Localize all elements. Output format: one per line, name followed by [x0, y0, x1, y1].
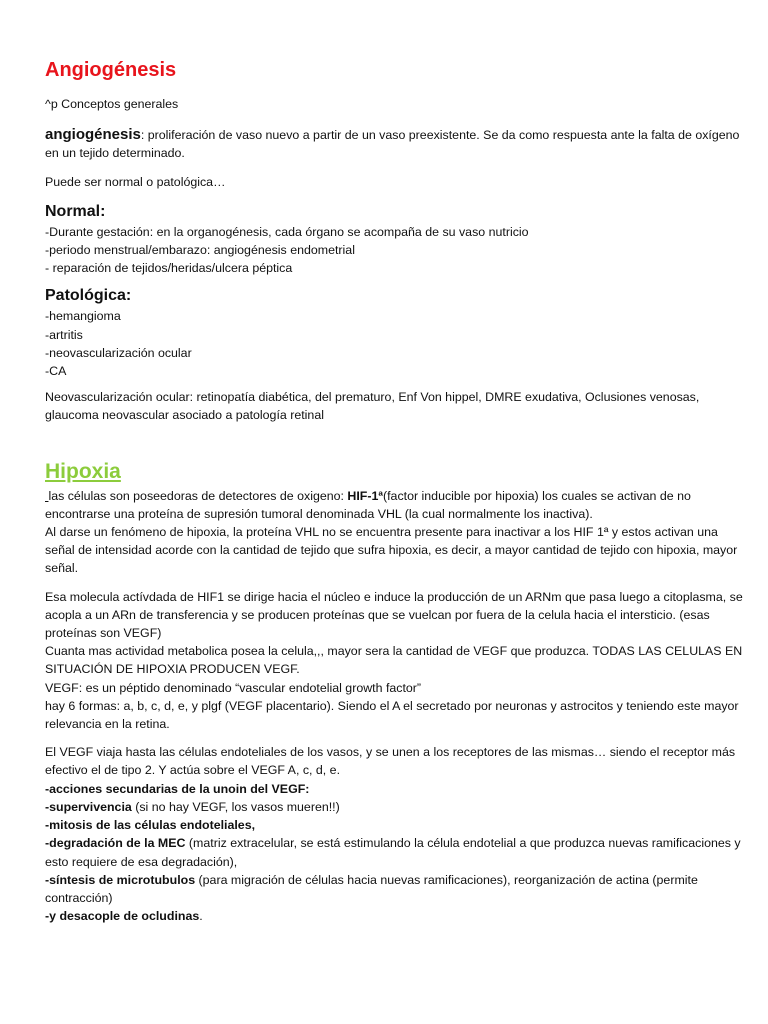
action-item [45, 834, 745, 870]
action-text: (matriz extracelular, se está estimulando la célula endotelial a que produzca nuevas ramificaciones y esto requiere de esa degradación), [45, 836, 741, 869]
hypoxia-paragraph-3: Esa molecula actívdada de HIF1 se dirige hacia el núcleo e induce la producción de un ARNm que pasa luego a citoplasma, se acopla a un ARn de transferencia y se producen proteínas que se vuelcan por fuera de la celula hacia el intersticio. (esas proteínas son VEGF) [45, 589, 743, 641]
action-item [45, 798, 745, 816]
normal-list [45, 223, 745, 278]
action-text: . [199, 909, 203, 924]
list-item: -Durante gestación: en la organogénesis, cada órgano se acompaña de su vaso nutricio [45, 224, 529, 239]
actions-heading: -acciones secundarias de la unoin del VEGF: [45, 781, 310, 796]
list-item: -neovascularización ocular [45, 345, 192, 360]
p1-text-2: (factor inducible por hipoxia) los cuales se activan de no encontrarse una proteína de supresión tumoral denominada VHL (la cual normalmente los inactiva). [45, 488, 691, 521]
hypoxia-paragraph-1 [45, 487, 745, 523]
hypoxia-paragraph-7: El VEGF viaja hasta las células endoteliales de los vasos, y se unen a los receptores de las mismas… siendo el receptor más efectivo el de tipo 2. Y actúa sobre el VEGF A, c, d, e. [45, 745, 736, 778]
hypoxia-paragraph-5: VEGF: es un péptido denominado “vascular endotelial growth factor” [45, 680, 422, 695]
list-item: -hemangioma [45, 309, 121, 324]
action-item [45, 816, 745, 834]
action-item [45, 907, 745, 925]
ocular-paragraph: Neovascularización ocular: retinopatía diabética, del prematuro, Enf Von hippel, DMRE exudativa, Oclusiones venosas, glaucoma neovascular asociado a patología retinal [45, 390, 700, 423]
hypoxia-paragraph-4: Cuanta mas actividad metabolica posea la celula,,, mayor sera la cantidad de VEGF que produzca. TODAS LAS CELULAS EN SITUACIÓN DE HIPOXIA PRODUCEN VEGF. [45, 644, 743, 677]
definition-paragraph [45, 126, 745, 162]
action-text: (si no hay VEGF, los vasos mueren!!) [131, 799, 340, 814]
subtitle: ^p Conceptos generales [45, 97, 179, 111]
action-term: -supervivencia [45, 799, 132, 814]
heading-pathologic: Patológica: [45, 287, 132, 305]
definition-term: angiogénesis [45, 126, 141, 144]
hypoxia-paragraph-6: hay 6 formas: a, b, c, d, e, y plgf (VEGF placentario). Siendo el A el secretado por neuronas y astrocitos y teniendo este mayor relevancia en la retina. [45, 698, 739, 732]
heading-normal: Normal: [45, 202, 106, 220]
section-title-hipoxia: Hipoxia [45, 459, 121, 483]
hypoxia-paragraph-2: Al darse un fenómeno de hipoxia, la proteína VHL no se encuentra presente para inactivar a los HIF 1ª y estos activan una señal de intensidad acorde con la cantidad de tejido que sufra hipoxia, es decir, a mayor cantidad de tejido con hipoxia, mayor señal. [45, 525, 738, 576]
list-item: -periodo menstrual/embarazo: angiogénesis endometrial [45, 243, 355, 258]
action-term: -y desacople de ocludinas [45, 909, 200, 924]
definition-text: : proliferación de vaso nuevo a partir de un vaso preexistente. Se da como respuesta ante la falta de oxígeno en un tejido determinado. [45, 128, 740, 161]
action-term: -síntesis de microtubulos [45, 872, 196, 887]
normal-or-pathologic: Puede ser normal o patológica… [45, 174, 226, 189]
document-content [45, 56, 745, 925]
hif-term: HIF-1ª [347, 488, 383, 503]
list-item: -CA [45, 364, 67, 379]
p1-text: las células son poseedoras de detectores de oxigeno: [48, 488, 348, 503]
action-item [45, 871, 745, 907]
pathologic-list [45, 307, 745, 380]
list-item: -artritis [45, 327, 83, 342]
list-item: - reparación de tejidos/heridas/ulcera péptica [45, 261, 293, 276]
section-title-angiogenesis: Angiogénesis [45, 59, 177, 81]
action-text: (para migración de células hacia nuevas ramificaciones), reorganización de actina (permite contracción) [45, 872, 698, 905]
action-term: -degradación de la MEC [45, 836, 186, 851]
action-term: -mitosis de las células endoteliales, [45, 818, 256, 833]
